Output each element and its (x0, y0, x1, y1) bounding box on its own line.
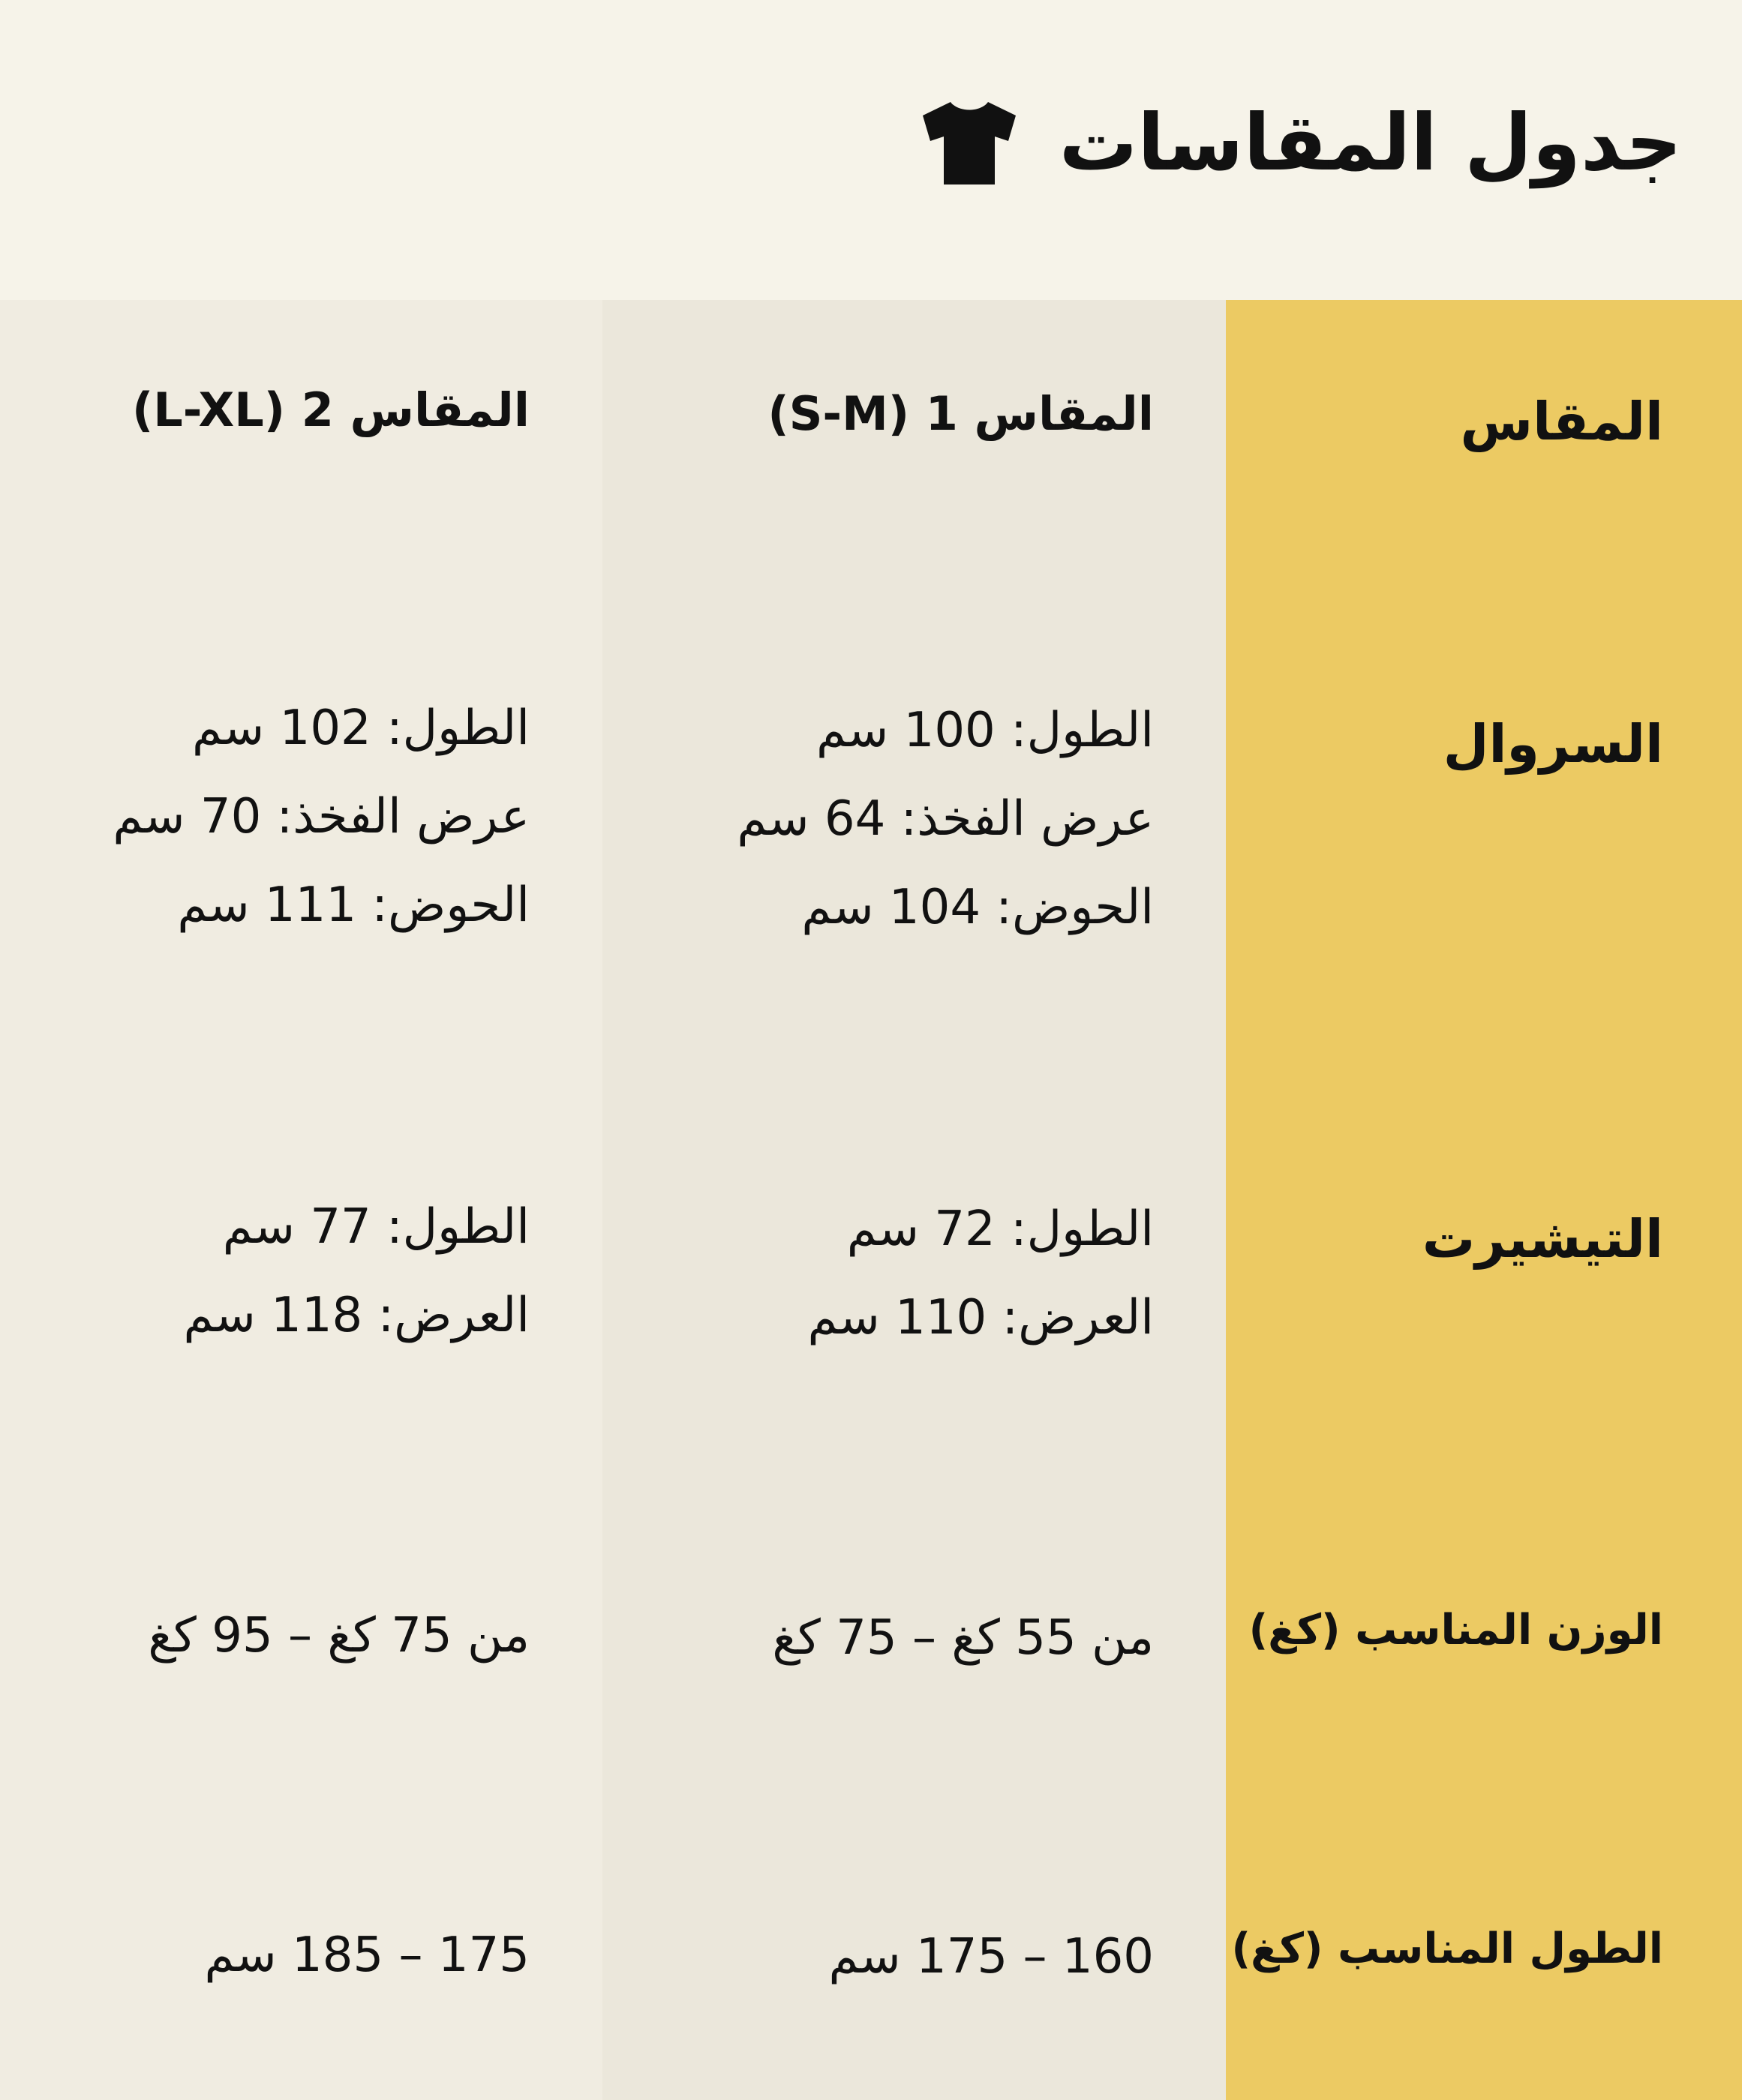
size2-pants-hip: الحوض: 111 سم (177, 878, 530, 933)
label-height: الطول المناسب (كغ) (1231, 1924, 1663, 1973)
size2-height: 175 – 185 سم (204, 1928, 530, 1983)
size1-header: المقاس 1 (S-M) (767, 386, 1154, 441)
size1-tshirt-width: العرض: 110 سم (807, 1290, 1154, 1346)
size1-pants-hip: الحوض: 104 سم (801, 880, 1154, 935)
size2-pants (113, 684, 530, 950)
tshirt-icon (917, 98, 1022, 188)
size2-pants-thigh: عرض الفخذ: 70 سم (113, 789, 530, 844)
size2-tshirt (184, 1183, 530, 1360)
size1-tshirt (808, 1185, 1154, 1362)
size1-pants-thigh: عرض الفخذ: 64 سم (737, 791, 1154, 847)
page-title (917, 90, 1682, 195)
label-pants: السروال (1443, 713, 1663, 775)
title-text: جدول المقاسات (1059, 97, 1682, 188)
size2-pants-length: الطول: 102 سم (192, 700, 530, 756)
label-tshirt: التيشيرت (1422, 1208, 1663, 1270)
size1-pants-length: الطول: 100 سم (816, 703, 1154, 758)
size2-tshirt-length: الطول: 77 سم (222, 1199, 530, 1255)
label-column (1226, 300, 1742, 2100)
size1-weight: من 55 كغ – 75 كغ (772, 1610, 1154, 1666)
label-weight: الوزن المناسب (كغ) (1248, 1606, 1663, 1654)
size2-header: المقاس 2 (L-XL) (131, 382, 530, 437)
size2-weight: من 75 كغ – 95 كغ (148, 1608, 530, 1664)
label-size: المقاس (1460, 391, 1663, 452)
size1-pants (737, 686, 1154, 952)
size2-tshirt-width: العرض: 118 سم (183, 1288, 530, 1343)
size1-height: 160 – 175 سم (828, 1929, 1154, 1984)
size1-tshirt-length: الطول: 72 سم (846, 1202, 1154, 1257)
header (0, 0, 1742, 300)
